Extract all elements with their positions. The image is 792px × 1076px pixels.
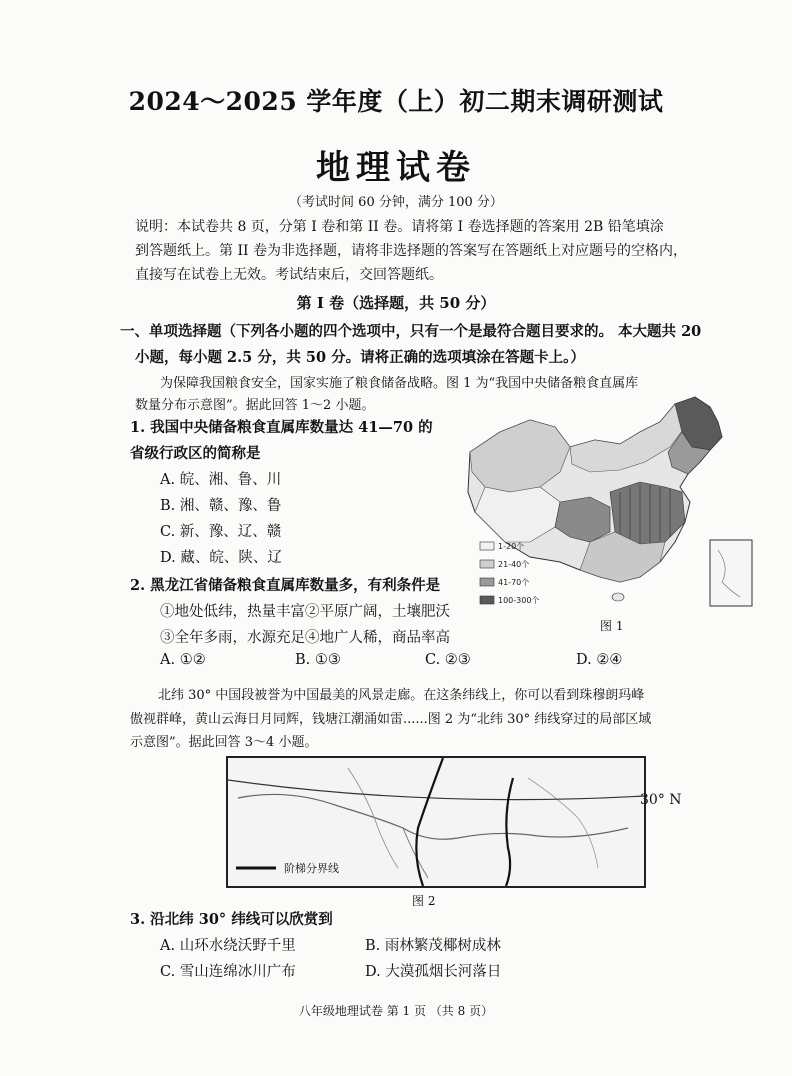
- figure-1-map: [460, 392, 790, 632]
- option[interactable]: B. 雨林繁茂椰树成林: [365, 938, 501, 954]
- option[interactable]: A. ①②: [160, 652, 206, 668]
- option[interactable]: B. 湘、赣、豫、鲁: [160, 498, 282, 514]
- section-title: 第 I 卷（选择题，共 50 分）: [296, 294, 496, 312]
- question-stem: 2. 黑龙江省储备粮食直属库数量多，有利条件是: [130, 577, 441, 594]
- intro-text: 北纬 30° 中国段被誉为中国最美的风景走廊。在这条纬线上，你可以看到珠穆朗玛峰: [158, 688, 645, 703]
- instruction-line: 直接写在试卷上无效。考试结束后，交回答题纸。: [135, 267, 443, 283]
- part-title: 一、单项选择题（下列各小题的四个选项中，只有一个是最符合题目要求的。 本大题共 20: [120, 323, 702, 340]
- region-hainan: [612, 593, 624, 601]
- river: [238, 794, 628, 839]
- intro-text: 数量分布示意图”。据此回答 1～2 小题。: [135, 398, 375, 413]
- option[interactable]: D. 大漠孤烟长河落日: [365, 964, 502, 980]
- figure-caption: 图 1: [600, 619, 624, 632]
- page-footer: 八年级地理试卷 第 1 页 （共 8 页）: [298, 1004, 494, 1018]
- legend-label: 阶梯分界线: [284, 862, 339, 875]
- intro-text: 为保障我国粮食安全，国家实施了粮食储备战略。图 1 为“我国中央储备粮食直属库: [160, 376, 639, 391]
- option[interactable]: A. 山环水绕沃野千里: [160, 938, 296, 954]
- option[interactable]: A. 皖、湘、鲁、川: [160, 472, 282, 488]
- figure-2-map: [226, 756, 646, 888]
- legend-label: 1-20个: [498, 542, 525, 551]
- legend-label: 100-300个: [498, 596, 540, 605]
- terrain: [348, 768, 398, 868]
- step-boundary-line: [506, 778, 513, 886]
- figure-caption: 图 2: [412, 894, 436, 908]
- exam-info: （考试时间 60 分钟，满分 100 分）: [289, 195, 503, 210]
- terrain: [528, 778, 598, 868]
- latitude-30-line: [228, 780, 644, 800]
- part-title: 小题，每小题 2.5 分，共 50 分。请将正确的选项填涂在答题卡上。）: [135, 349, 585, 366]
- exam-title: 2024～2025 学年度（上）初二期末调研测试: [128, 87, 664, 116]
- question-stem: 1. 我国中央储备粮食直属库数量达 41—70 的: [130, 419, 433, 436]
- option[interactable]: C. 新、豫、辽、赣: [160, 524, 282, 540]
- question-stem: 省级行政区的简称是: [130, 445, 261, 462]
- legend-label: 21-40个: [498, 560, 530, 569]
- option[interactable]: C. ②③: [425, 652, 471, 668]
- intro-text: 傲视群峰，黄山云海日月同辉，钱塘江潮涌如雷......图 2 为“北纬 30° 纬线穿过的局部区域: [130, 712, 652, 727]
- option[interactable]: D. ②④: [576, 652, 623, 668]
- option[interactable]: B. ①③: [295, 652, 341, 668]
- south-china-sea-inset: [710, 540, 752, 606]
- legend-label: 41-70个: [498, 578, 530, 587]
- step-boundary-line: [416, 758, 443, 886]
- intro-text: 示意图”。据此回答 3～4 小题。: [130, 735, 318, 750]
- instruction-line: 到答题纸上。第 II 卷为非选择题，请将非选择题的答案写在答题纸上对应题号的空格内，: [135, 243, 687, 259]
- latitude-label: 30° N: [640, 792, 682, 808]
- subject-title: 地理试卷: [316, 148, 476, 188]
- question-stem: ①地处低纬，热量丰富②平原广阔，土壤肥沃: [160, 604, 450, 620]
- question-stem: 3. 沿北纬 30° 纬线可以欣赏到: [130, 911, 333, 928]
- option[interactable]: D. 藏、皖、陕、辽: [160, 550, 282, 566]
- instruction-line: 说明：本试卷共 8 页，分第 I 卷和第 II 卷。请将第 I 卷选择题的答案用 2B 铅笔填涂: [135, 219, 664, 235]
- option[interactable]: C. 雪山连绵冰川广布: [160, 964, 296, 980]
- question-stem: ③全年多雨，水源充足④地广人稀，商品率高: [160, 630, 450, 646]
